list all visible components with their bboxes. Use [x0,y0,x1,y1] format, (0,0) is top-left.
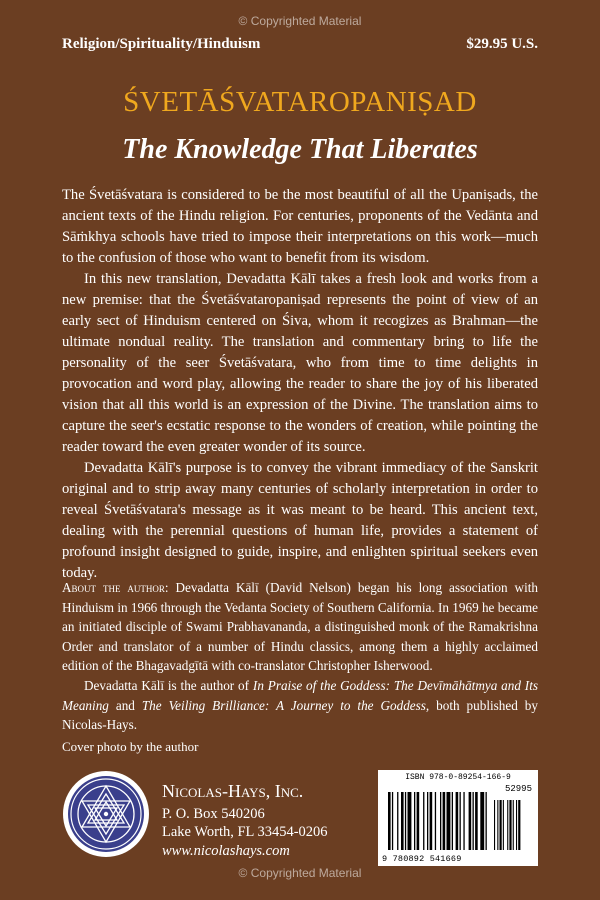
about-author-text: Devadatta Kālī (David Nelson) began his long association with Hinduism in 1966 through the Vedanta Society of Southern California. In 1969 he became an initiated disciple of Swami Prabhavananda, a distinguished monk of the Ramakrishna Order and translator of a number of Hindu classics, among them a highly acclaimed edition of the Bhagavadgītā with co-translator Christopher Isherwood. [62,580,538,674]
publisher-address-line2: Lake Worth, FL 33454-0206 [162,824,328,840]
copyright-watermark-bottom: © Copyrighted Material [238,866,362,880]
publisher-block [62,770,362,860]
header-bar [62,36,538,53]
publisher-address-line1: P. O. Box 540206 [162,805,265,822]
publisher-name: Nicolas-Hays, Inc. [162,781,304,801]
barcode-number: 9 780892 541669 [382,854,462,864]
sri-yantra-icon [62,770,150,858]
conjunction: and [108,697,142,713]
category-label: Religion/Spirituality/Hinduism [62,36,261,52]
description-paragraph: The Śvetāśvatara is considered to be the most beautiful of all the Upaniṣads, the ancient texts of the Hindu religion. For centuries, proponents of the Vedānta and Sāṁkhya schools have tried to impose their interpretations on this work—much to the confusion of those who want to benefit from its wisdom. [62,187,538,266]
description-paragraph: Devadatta Kālī's purpose is to convey the vibrant immediacy of the Sanskrit original and to strip away many centuries of scholarly interpretation in order to reveal Śvetāśvatara's message as it was meant to be heard. This ancient text, dealing with the perennial questions of human life, provides a statement of profound insight designed to guide, inspire, and enlighten spiritual seekers even today. [62,460,538,581]
publisher-info [162,782,328,860]
about-author [62,578,538,735]
isbn-label: ISBN 978-0-89254-166-9 [405,773,511,782]
book-title-2: The Veiling Brilliance: A Journey to the Goddess, [141,697,430,713]
author-books-intro: Devadatta Kālī is the author of [84,677,253,693]
about-author-paragraph [62,578,538,676]
barcode-box [378,770,538,866]
barcode-graphic [386,784,530,854]
author-books-paragraph [62,676,538,735]
cover-photo-credit: Cover photo by the author [62,739,199,754]
publisher-website: www.nicolashays.com [162,842,290,859]
description-paragraph: In this new translation, Devadatta Kālī takes a fresh look and works from a new premise: that the Śvetāśvataropaniṣad represents the point of view of an early sect of Hinduism centered on Śiva, whom it recogizes as Brahman—the ultimate nondual reality. The translation and commentary bring to life the personality of the seer Śvetāśvatara, who from time to time delights in provocation and word play, allowing the reader to share the joy of his liberated vision that all this world is an expression of the Divine. The translation aims to capture the seer's ecstatic response to the wonders of creation, while pointing the reader toward the even greater wonder of its source. [62,271,538,455]
author-books-outro: both published by Nicolas-Hays. [62,697,538,733]
copyright-watermark-top: © Copyrighted Material [238,14,362,28]
book-title-1: In Praise of the Goddess: The Devīmāhātmya and Its Meaning [62,677,538,713]
book-title: ŚVETĀŚVATAROPANIṢAD [123,86,477,118]
description [62,185,538,584]
about-author-heading: About the author: [62,580,169,595]
price-label: $29.95 U.S. [466,36,538,52]
book-subtitle: The Knowledge That Liberates [122,134,478,165]
price-code: 52995 [504,784,532,794]
